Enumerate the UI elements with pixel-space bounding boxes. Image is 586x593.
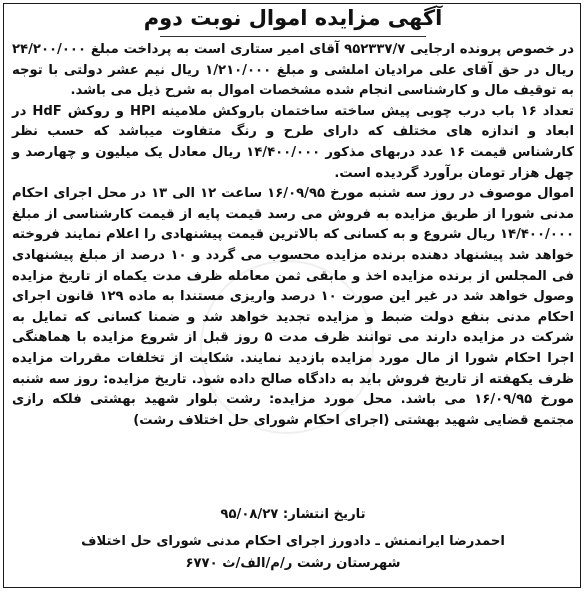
notice-paragraph-case: در خصوص پرونده ارجایی ۹۵۲۳۳۷/۷ آقای امیر ستاری است به پرداخت مبلغ ۲۴/۲۰۰/۰۰۰ ریال در حق آقای علی مرادیان املشی و مبلغ ۱/۲۱۰/۰۰۰ ریال نیم عشر دولتی با توجه به توقیف مال و کارشناسی انجام شده مشخصات اموال به شرح ذیل می باشد. (12, 42, 574, 99)
notice-title: آگهی مزایده اموال نوبت دوم (143, 6, 443, 30)
publish-date: تاریخ انتشار: ۹۵/۰۸/۲۷ (220, 507, 366, 522)
notice-paragraph-auction-terms: اموال موصوف در روز سه شنبه مورخ ۱۶/۰۹/۹۵ ساعت ۱۲ الی ۱۳ در محل اجرای احکام مدنی شورا از طریق مزایده به فروش می رسد قیمت پایه از قیمت کارشناسی از مبلغ ۱۴/۴۰۰/۰۰۰ ریال شروع و به کسانی که بالاترین قیمت پیشنهادی را اعلام نمایند فروخته خواهد شد پیشنهاد دهنده برنده مزایده محسوب می گردد و ۱۰ درصد از مبلغ پیشنهادی فی المجلس از برنده مزایده اخذ و مابقی ثمن معامله ظرف مدت یکماه از تاریخ مزایده وصول خواهد شد در غیر این صورت ۱۰ درصد واریزی مستندا به ماده ۱۲۹ قانون اجرای احکام مدنی بنفع دولت ضبط و مزایده تجدید خواهد شد و ضمنا کسانی که تمایل به شرکت در مزایده دارند می توانند ظرف مدت ۵ روز قبل از شروع مزایده با هماهنگی اجرا احکام شورا از مال مورد مزایده بازدید نمایند. شکایت از تخلفات مقررات مزایده ظرف یکهفته از تاریخ فروش باید به دادگاه صالح داده شود. تاریخ مزایده: روز سه شنبه مورخ ۱۶/۰۹/۹۵ می باشد. محل مورد مزایده: رشت بلوار شهید بهشتی فلکه رازی مجتمع قضایی شهید بهشتی (اجرای احکام شورای حل اختلاف رشت) (12, 186, 575, 428)
notice-paragraph-items: تعداد ۱۶ باب درب چوبی پیش ساخته ساختمان باروکش ملامینه HPI و روکش HdF در ابعاد و اندازه های مختلف که دارای طرح و رنگ متفاوت میباشد که حسب نظر کارشناس قیمت ۱۶ عدد دربهای مذکور ۱۴/۴۰۰/۰۰۰ ریال معادل یک میلیون و چهارصد و چهل هزار تومان برآورد گردیده است. (12, 103, 575, 181)
notice-body (12, 40, 574, 431)
signature-office: شهرستان رشت ر/م/الف/ث ۶۷۷۰ (185, 556, 401, 571)
signature-name: احمدرضا ایرانمنش ـ دادورز اجرای احکام مدنی شورای حل اختلاف (81, 534, 505, 549)
title-underline (160, 36, 426, 37)
